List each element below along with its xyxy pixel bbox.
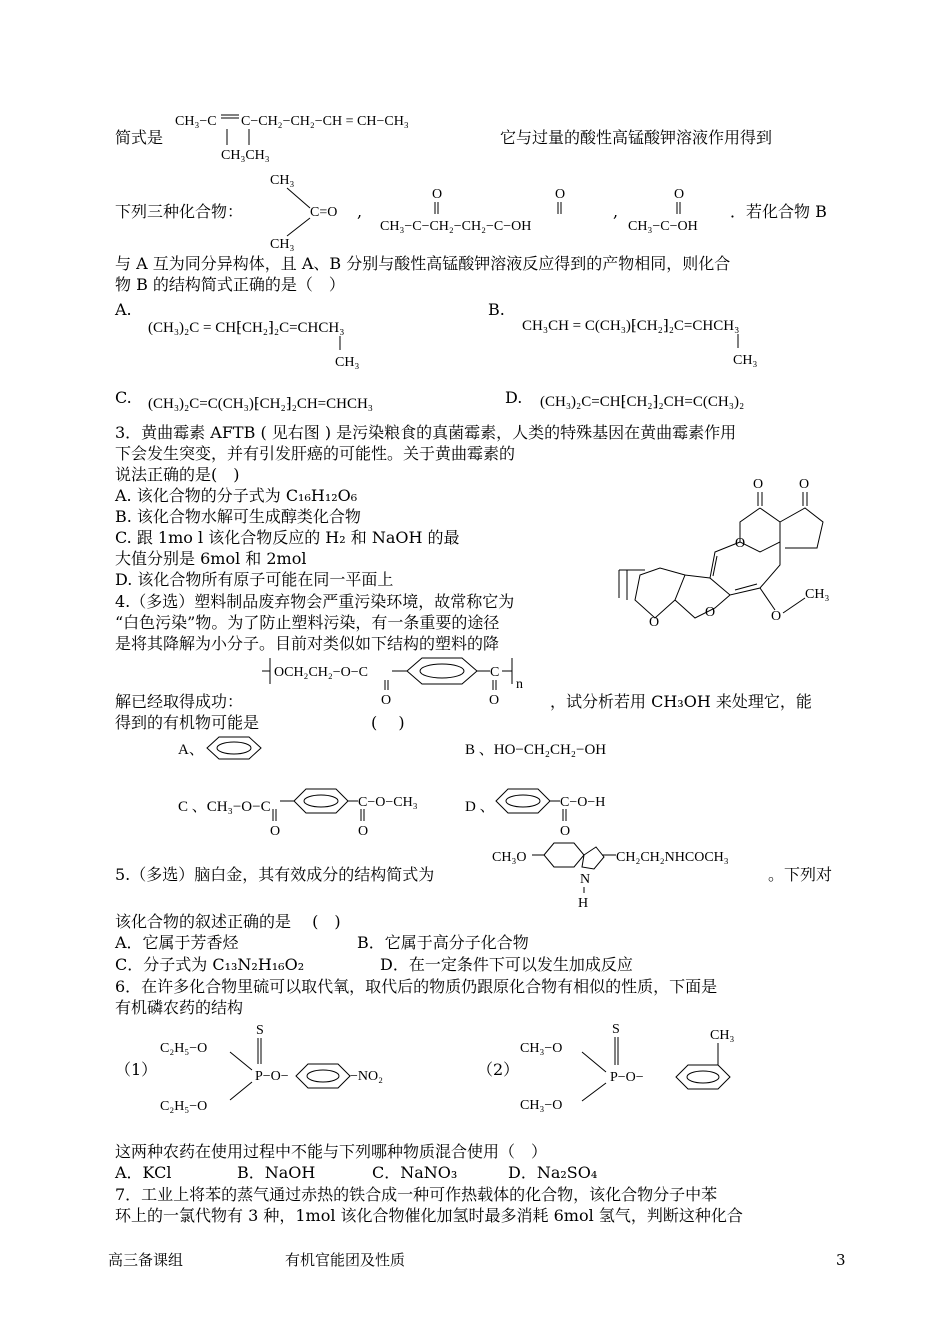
q2-line3: 与 A 互为同分异构体，且 A、B 分别与酸性高锰酸钾溶液反应得到的产物相同，则化合 (115, 254, 731, 273)
svg-text:S: S (256, 1023, 264, 1038)
benzene-icon (205, 735, 265, 763)
q4-option-c-label: C 、CH₃−O−C (178, 799, 271, 815)
q5-option-d: D．在一定条件下可以发生加成反应 (380, 955, 633, 974)
q6-option-d: D．Na₂SO₄ (508, 1163, 598, 1182)
svg-text:O: O (771, 609, 782, 624)
q5-option-a: A．它属于芳香烃 (115, 933, 239, 952)
svg-text:O: O (674, 187, 685, 202)
q7-line2: 环上的一氯代物有 3 种，1mol 该化合物催化加氢时最多消耗 6mol 氢气，判断这种化合 (115, 1206, 743, 1225)
svg-text:O: O (489, 693, 500, 708)
svg-text:CH₃−C−OH: CH₃−C−OH (628, 219, 698, 234)
svg-text:C−CH₂−CH₂−CH = CH−CH₃: C−CH₂−CH₂−CH = CH−CH₃ (241, 114, 409, 129)
q3-option-c1: C. 跟 1mo l 该化合物反应的 H₂ 和 NaOH 的最 (115, 528, 460, 547)
q5-line2: 该化合物的叙述正确的是 ( ) (115, 912, 341, 931)
svg-text:CH₃O: CH₃O (492, 850, 527, 865)
svg-text:OCH₂CH₂−O−C: OCH₂CH₂−O−C (274, 665, 369, 680)
svg-text:P−O−: P−O− (255, 1069, 289, 1084)
q4-line4-pre: 解已经取得成功： (115, 692, 244, 711)
q6-line2: 有机磷农药的结构 (115, 998, 244, 1017)
q2-option-d-label: D. (505, 388, 523, 407)
svg-text:C−O−CH₃: C−O−CH₃ (358, 795, 418, 810)
parathion-structure (160, 1022, 430, 1117)
svg-text:P−O−: P−O− (610, 1070, 644, 1085)
svg-text:O: O (555, 187, 566, 202)
acetic-acid-structure (628, 182, 738, 242)
q4-line5: 得到的有机物可能是 ( ) (115, 713, 405, 732)
q6-line1: 6．在许多化合物里硫可以取代氧，取代后的物质仍跟原化合物有相似的性质，下面是 (115, 977, 718, 996)
comma-1: , (357, 202, 363, 221)
q6-label-2: （2） (477, 1060, 520, 1079)
q2-option-c-structure: (CH₃)₂C=C(CH₃)⁅CH₂⁆₂CH=CHCH₃ (148, 396, 374, 412)
q3-option-b: B. 该化合物水解可生成醇类化合物 (115, 507, 361, 526)
svg-text:S: S (612, 1022, 620, 1037)
comma-2: , (613, 202, 619, 221)
q4-option-b: B 、HO−CH₂CH₂−OH (465, 742, 607, 758)
q5-line1-pre: 5.（多选）脑白金，其有效成分的结构简式为 (115, 865, 435, 884)
svg-text:N: N (580, 872, 591, 887)
q4-line1: 4.（多选）塑料制品废弃物会严重污染环境，故常称它为 (115, 592, 515, 611)
footer-page-number: 3 (836, 1251, 846, 1269)
q3-line3: 说法正确的是( ) (115, 465, 240, 484)
svg-text:O: O (270, 824, 281, 839)
q4-line4-post: ，试分析若用 CH₃OH 来处理它，能 (550, 692, 812, 711)
svg-text:CH₃: CH₃ (335, 355, 360, 370)
q4-option-d-label: D 、 (465, 799, 495, 815)
svg-text:O: O (705, 605, 716, 620)
svg-text:C₂H₅−O: C₂H₅−O (160, 1099, 208, 1114)
q2-line2-pre: 下列三种化合物： (115, 202, 244, 221)
aflatoxin-structure (605, 470, 845, 630)
q2-option-a-branch (335, 336, 375, 370)
svg-text:O: O (432, 187, 443, 202)
svg-text:CH₃: CH₃ (270, 173, 295, 188)
svg-text:O: O (735, 536, 746, 551)
svg-text:O: O (649, 615, 660, 630)
svg-text:C: C (490, 665, 500, 680)
svg-text:n: n (516, 677, 523, 692)
q2-option-a-label: A. (115, 300, 132, 319)
keto-acid-structure (380, 182, 615, 242)
svg-text:CH₃−O: CH₃−O (520, 1098, 563, 1113)
q5-option-b: B．它属于高分子化合物 (357, 933, 529, 952)
svg-text:CH₃: CH₃ (710, 1028, 735, 1043)
q5-line1-post: 。下列对 (768, 865, 833, 884)
svg-text:CH₃: CH₃ (733, 353, 758, 368)
melatonin-structure (492, 835, 772, 910)
benzoic-acid-structure (490, 783, 630, 838)
svg-text:CH₃−O: CH₃−O (520, 1041, 563, 1056)
q4-line2: “白色污染”物。为了防止塑料污染，有一条重要的途径 (115, 613, 500, 632)
polyester-structure (262, 650, 552, 710)
q4-line3: 是将其降解为小分子。目前对类似如下结构的塑料的降 (115, 634, 500, 653)
q4-option-a-label: A、 (178, 742, 204, 758)
svg-text:O: O (381, 693, 392, 708)
svg-text:CH₃−C: CH₃−C (175, 114, 217, 129)
q7-line1: 7．工业上将苯的蒸气通过赤热的铁合成一种可作热载体的化合物，该化合物分子中苯 (115, 1185, 718, 1204)
q6-line3: 这两种农药在使用过程中不能与下列哪种物质混合使用（ ） (115, 1142, 548, 1161)
q2-option-d-structure: (CH₃)₂C=CH⁅CH₂⁆₂CH=C(CH₃)₂ (540, 394, 745, 410)
q2-line1-pre: 简式是 (115, 128, 164, 147)
svg-text:O: O (753, 477, 764, 492)
svg-text:O: O (799, 477, 810, 492)
q2-structure-a (175, 105, 505, 165)
q6-option-a: A．KCl (115, 1163, 172, 1182)
q3-option-a: A. 该化合物的分子式为 C₁₆H₁₂O₆ (115, 486, 358, 505)
footer-group: 高三备课组 (108, 1251, 184, 1269)
q2-line4: 物 B 的结构简式正确的是（ ） (115, 275, 345, 294)
q2-option-a-structure: (CH₃)₂C = CH⁅CH₂⁆₂C=CHCH₃ (148, 320, 345, 336)
svg-text:CH₃: CH₃ (270, 237, 295, 252)
svg-text:CH₂CH₂NHCOCH₃: CH₂CH₂NHCOCH₃ (616, 850, 729, 865)
q6-label-1: （1） (115, 1060, 158, 1079)
q2-option-b-label: B. (488, 300, 505, 319)
svg-text:C=O: C=O (310, 205, 338, 220)
q3-line1: 3．黄曲霉素 AFTB ( 见右图 ) 是污染粮食的真菌霉素，人类的特殊基因在黄曲霉素作用 (115, 423, 737, 442)
svg-text:CH₃CH₃: CH₃CH₃ (221, 148, 270, 163)
svg-text:C−O−H: C−O−H (560, 795, 606, 810)
svg-text:CH₃: CH₃ (805, 587, 830, 602)
svg-text:C₂H₅−O: C₂H₅−O (160, 1041, 208, 1056)
q2-option-c-label: C. (115, 388, 132, 407)
q6-option-b: B．NaOH (237, 1163, 316, 1182)
q3-option-c2: 大值分别是 6mol 和 2mol (115, 549, 307, 568)
footer-topic: 有机官能团及性质 (285, 1251, 406, 1269)
q6-option-c: C．NaNO₃ (372, 1163, 458, 1182)
q2-line2-post: ．若化合物 B (730, 202, 827, 221)
svg-text:O: O (560, 824, 571, 839)
q2-option-b-branch (733, 334, 773, 368)
acetone-structure (262, 168, 357, 253)
svg-text:O: O (358, 824, 369, 839)
q3-line2: 下会发生突变，并有引发肝癌的可能性。关于黄曲霉素的 (115, 444, 516, 463)
q2-option-b-structure: CH₃CH = C(CH₃)⁅CH₂⁆₂C=CHCH₃ (522, 318, 740, 334)
q5-option-c: C．分子式为 C₁₃N₂H₁₆O₂ (115, 955, 305, 974)
tolyl-phosphorothioate-structure (520, 1017, 750, 1117)
svg-text:CH₃−C−CH₂−CH₂−C−OH: CH₃−C−CH₂−CH₂−C−OH (380, 219, 532, 234)
svg-text:−NO₂: −NO₂ (350, 1069, 383, 1084)
q3-option-d: D. 该化合物所有原子可能在同一平面上 (115, 570, 394, 589)
dimethyl-terephthalate-structure (270, 783, 440, 838)
q2-line1-post: 它与过量的酸性高锰酸钾溶液作用得到 (500, 128, 773, 147)
svg-text:H: H (578, 896, 589, 911)
